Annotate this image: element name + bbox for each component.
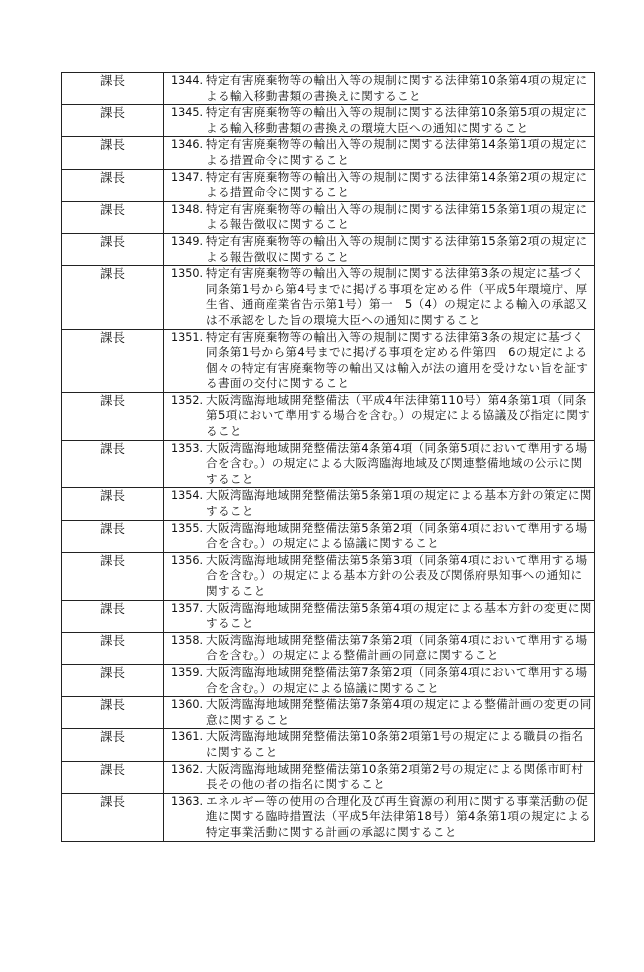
item-text: 大阪湾臨海地域開発整備法第10条第2項第2号の規定による関係市町村長その他の者の指名に関すること bbox=[206, 761, 584, 792]
item-text: 特定有害廃棄物等の輸出入等の規制に関する法律第15条第1項の規定による報告徴収に関すること bbox=[206, 201, 588, 232]
item-cell bbox=[164, 632, 595, 664]
item-cell bbox=[164, 761, 595, 793]
role-cell: 課長 bbox=[62, 73, 164, 105]
item-text: 特定有害廃棄物等の輸出入等の規制に関する法律第14条第1項の規定による措置命令に関すること bbox=[206, 137, 588, 167]
entry bbox=[164, 441, 594, 488]
entry bbox=[164, 137, 594, 168]
role-cell: 課長 bbox=[62, 169, 164, 201]
item-number: 1351. bbox=[170, 330, 203, 344]
role-cell: 課長 bbox=[62, 137, 164, 169]
item-number: 1352. bbox=[170, 393, 203, 407]
entry bbox=[164, 73, 594, 104]
item-number: 1355. bbox=[170, 521, 203, 535]
entry bbox=[164, 234, 594, 265]
entry bbox=[164, 553, 594, 600]
table-row bbox=[62, 488, 595, 520]
item-number: 1358. bbox=[170, 633, 203, 647]
item-text: 大阪湾臨海地域開発整備法（平成4年法律第110号）第4条第1項（同条第5項において準用する場合を含む。）の規定による協議及び指定に関すること bbox=[206, 392, 591, 439]
item-number: 1360. bbox=[170, 698, 203, 712]
entry bbox=[164, 330, 594, 392]
item-number: 1357. bbox=[170, 601, 203, 615]
entry bbox=[164, 170, 594, 201]
table-row bbox=[62, 552, 595, 600]
item-number: 1354. bbox=[170, 489, 203, 503]
role-cell: 課長 bbox=[62, 488, 164, 520]
entry bbox=[164, 488, 594, 519]
item-cell bbox=[164, 392, 595, 440]
item-text: 特定有害廃棄物等の輸出入等の規制に関する法律第3条の規定に基づく同条第1号から第4号までに掲げる事項を定める件（平成5年環境庁、厚生省、通商産業省告示第1号）第一 5（4）の規定による輸入の承認又は不承認をした旨の環境大臣への通知に関すること bbox=[206, 266, 588, 327]
item-text: 大阪湾臨海地域開発整備法第10条第2項第1号の規定による職員の指名に関すること bbox=[206, 729, 584, 759]
table-row bbox=[62, 697, 595, 729]
item-cell bbox=[164, 552, 595, 600]
table-row bbox=[62, 329, 595, 392]
table-row bbox=[62, 632, 595, 664]
role-cell: 課長 bbox=[62, 329, 164, 392]
entry bbox=[164, 697, 594, 728]
item-cell bbox=[164, 600, 595, 632]
entry bbox=[164, 633, 594, 664]
item-cell bbox=[164, 329, 595, 392]
role-cell: 課長 bbox=[62, 600, 164, 632]
item-cell bbox=[164, 488, 595, 520]
item-number: 1348. bbox=[170, 202, 203, 216]
role-cell: 課長 bbox=[62, 793, 164, 841]
item-cell bbox=[164, 520, 595, 552]
role-cell: 課長 bbox=[62, 105, 164, 137]
role-cell: 課長 bbox=[62, 761, 164, 793]
table-row bbox=[62, 137, 595, 169]
entry bbox=[164, 266, 594, 328]
item-cell bbox=[164, 729, 595, 761]
role-cell: 課長 bbox=[62, 664, 164, 696]
item-cell bbox=[164, 266, 595, 329]
role-cell: 課長 bbox=[62, 440, 164, 488]
item-cell bbox=[164, 440, 595, 488]
entry bbox=[164, 202, 594, 233]
entry bbox=[164, 393, 594, 440]
entry bbox=[164, 729, 594, 760]
item-text: 大阪湾臨海地域開発整備法第7条第4項の規定による整備計画の変更の同意に関すること bbox=[206, 697, 592, 727]
item-text: エネルギー等の使用の合理化及び再生資源の利用に関する事業活動の促進に関する臨時措置法（平成5年法律第18号）第4条第1項の規定による特定事業活動に関する計画の承認に関すること bbox=[206, 793, 592, 839]
table-row bbox=[62, 266, 595, 329]
role-cell: 課長 bbox=[62, 520, 164, 552]
item-text: 大阪湾臨海地域開発整備法第5条第4項の規定による基本方針の変更に関すること bbox=[206, 600, 592, 631]
item-cell bbox=[164, 137, 595, 169]
item-number: 1361. bbox=[170, 730, 203, 744]
role-cell: 課長 bbox=[62, 201, 164, 233]
item-number: 1344. bbox=[170, 74, 203, 87]
role-cell: 課長 bbox=[62, 697, 164, 729]
item-number: 1353. bbox=[170, 441, 203, 455]
table-row bbox=[62, 73, 595, 105]
table-row bbox=[62, 440, 595, 488]
table-body bbox=[62, 73, 595, 842]
table-row bbox=[62, 600, 595, 632]
role-cell: 課長 bbox=[62, 233, 164, 265]
table-row bbox=[62, 169, 595, 201]
item-text: 大阪湾臨海地域開発整備法第5条第3項（同条第4項において準用する場合を含む。）の規定による基本方針の公表及び関係府県知事への通知に関すること bbox=[206, 552, 588, 598]
entry bbox=[164, 521, 594, 552]
role-cell: 課長 bbox=[62, 552, 164, 600]
role-cell: 課長 bbox=[62, 632, 164, 664]
table-row bbox=[62, 233, 595, 265]
item-cell bbox=[164, 169, 595, 201]
item-number: 1345. bbox=[170, 106, 203, 120]
table-row bbox=[62, 664, 595, 696]
delegation-table bbox=[61, 72, 595, 842]
table-row bbox=[62, 520, 595, 552]
item-number: 1356. bbox=[170, 553, 203, 567]
item-text: 大阪湾臨海地域開発整備法第4条第4項（同条第5項において準用する場合を含む。）の規定による大阪湾臨海地域及び関連整備地域の公示に関すること bbox=[206, 440, 588, 486]
item-cell bbox=[164, 697, 595, 729]
item-cell bbox=[164, 201, 595, 233]
item-cell bbox=[164, 105, 595, 137]
table-row bbox=[62, 761, 595, 793]
table-row bbox=[62, 105, 595, 137]
item-text: 特定有害廃棄物等の輸出入等の規制に関する法律第10条第4項の規定による輸入移動書類の書換えに関すること bbox=[206, 73, 588, 103]
item-cell bbox=[164, 73, 595, 105]
item-text: 特定有害廃棄物等の輸出入等の規制に関する法律第10条第5項の規定による輸入移動書類の書換えの環境大臣への通知に関すること bbox=[206, 105, 588, 135]
item-number: 1346. bbox=[170, 138, 203, 152]
item-text: 大阪湾臨海地域開発整備法第7条第2項（同条第4項において準用する場合を含む。）の規定による整備計画の同意に関すること bbox=[206, 632, 588, 663]
table-row bbox=[62, 793, 595, 841]
table-row bbox=[62, 729, 595, 761]
item-text: 大阪湾臨海地域開発整備法第7条第2項（同条第4項において準用する場合を含む。）の規定による協議に関すること bbox=[206, 664, 588, 695]
item-number: 1349. bbox=[170, 234, 203, 248]
item-cell bbox=[164, 233, 595, 265]
table-row bbox=[62, 392, 595, 440]
item-number: 1350. bbox=[170, 267, 203, 281]
item-text: 特定有害廃棄物等の輸出入等の規制に関する法律第15条第2項の規定による報告徴収に関すること bbox=[206, 233, 588, 264]
entry bbox=[164, 794, 594, 841]
item-number: 1362. bbox=[170, 762, 203, 776]
item-cell bbox=[164, 664, 595, 696]
item-text: 大阪湾臨海地域開発整備法第5条第2項（同条第4項において準用する場合を含む。）の規定による協議に関すること bbox=[206, 520, 588, 551]
item-number: 1347. bbox=[170, 170, 203, 184]
item-text: 特定有害廃棄物等の輸出入等の規制に関する法律第14条第2項の規定による措置命令に関すること bbox=[206, 169, 588, 200]
role-cell: 課長 bbox=[62, 729, 164, 761]
item-text: 特定有害廃棄物等の輸出入等の規制に関する法律第3条の規定に基づく同条第1号から第4号までに掲げる事項を定める件第四 6の規定による個々の特定有害廃棄物等の輸出又は輸入が法の適用を受けない旨を証する書面の交付に関すること bbox=[206, 329, 589, 391]
item-number: 1359. bbox=[170, 665, 203, 679]
entry bbox=[164, 601, 594, 632]
item-cell bbox=[164, 793, 595, 841]
entry bbox=[164, 665, 594, 696]
table-row bbox=[62, 201, 595, 233]
role-cell: 課長 bbox=[62, 392, 164, 440]
entry bbox=[164, 762, 594, 793]
item-number: 1363. bbox=[170, 794, 203, 808]
item-text: 大阪湾臨海地域開発整備法第5条第1項の規定による基本方針の策定に関すること bbox=[206, 488, 592, 519]
role-cell: 課長 bbox=[62, 266, 164, 329]
entry bbox=[164, 105, 594, 136]
